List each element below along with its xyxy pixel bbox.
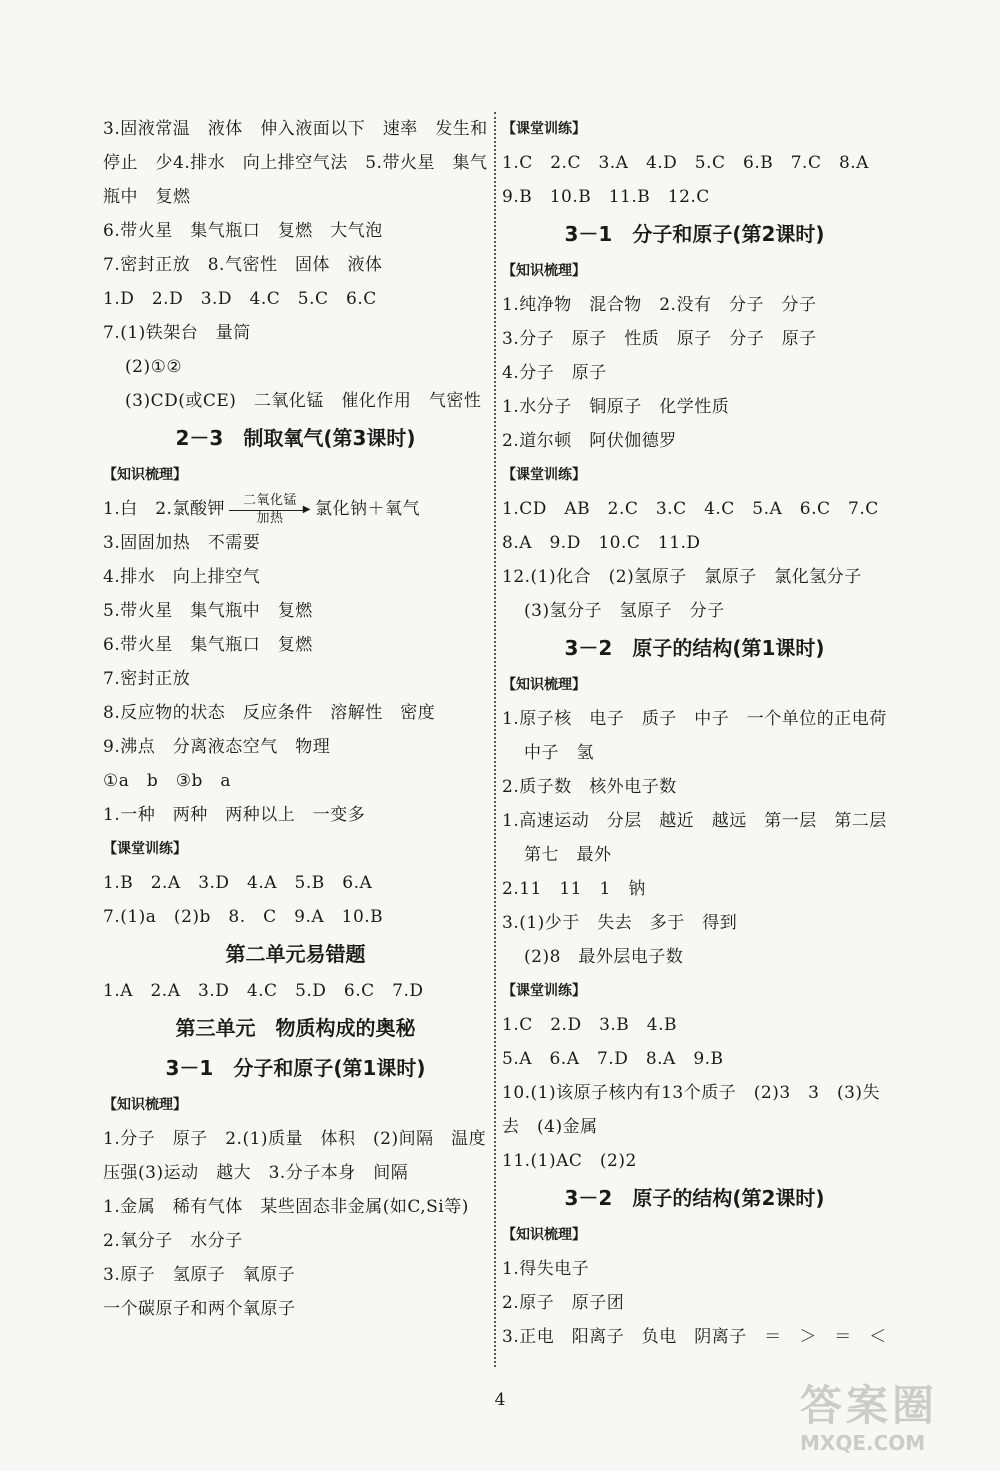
watermark-logo (800, 1381, 980, 1461)
section-label: 【知识梳理】 (502, 677, 586, 693)
section-label: 【知识梳理】 (103, 1097, 187, 1113)
answer-line: 瓶中 复燃 (103, 187, 191, 207)
lesson-heading: 3－2 原子的结构(第1课时) (564, 636, 825, 660)
watermark-title: 答案圈 (800, 1381, 939, 1430)
reaction-condition-top: 二氧化锰 (242, 492, 297, 508)
answer-line: 1.高速运动 分层 越近 越远 第一层 第二层 (502, 811, 887, 831)
answer-line: 一个碳原子和两个氧原子 (103, 1299, 296, 1319)
section-label: 【课堂训练】 (502, 467, 586, 483)
watermark-url: MXQE.COM (800, 1431, 926, 1455)
answer-line: 2.道尔顿 阿伏伽德罗 (502, 431, 677, 451)
answer-line: 7.密封正放 8.气密性 固体 液体 (103, 255, 383, 275)
answer-line: 1.纯净物 混合物 2.没有 分子 分子 (502, 295, 817, 315)
answer-line: 2.质子数 核外电子数 (502, 777, 677, 797)
reaction-condition-bottom: 加热 (256, 510, 284, 526)
answer-line: 2.氧分子 水分子 (103, 1231, 243, 1251)
reaction-line (103, 492, 488, 526)
answer-line: 3.正电 阳离子 负电 阴离子 ＝ ＞ ＝ ＜ (502, 1327, 887, 1347)
answer-line: 中子 氢 (524, 743, 594, 763)
answer-line: 1.B 2.A 3.D 4.A 5.B 6.A (103, 873, 373, 893)
answer-line: 1.D 2.D 3.D 4.C 5.C 6.C (103, 289, 377, 309)
lesson-heading: 3－1 分子和原子(第1课时) (165, 1056, 426, 1080)
answer-line: 去 (4)金属 (502, 1117, 598, 1137)
answer-line: 4.排水 向上排空气 (103, 567, 261, 587)
answer-line: 1.得失电子 (502, 1259, 590, 1279)
answer-line: 4.分子 原子 (502, 363, 607, 383)
answer-line: 12.(1)化合 (2)氢原子 氯原子 氯化氢分子 (502, 567, 862, 587)
answer-line: 3.固固加热 不需要 (103, 533, 261, 553)
answer-line: (3)CD(或CE) 二氧化锰 催化作用 气密性 (125, 391, 482, 411)
right-column (502, 112, 887, 1354)
lesson-heading: 2－3 制取氧气(第3课时) (175, 426, 416, 450)
answer-line: 10.(1)该原子核内有13个质子 (2)3 3 (3)失 (502, 1083, 881, 1103)
answer-line: 停止 少4.排水 向上排空气法 5.带火星 集气 (103, 153, 488, 173)
answer-line: 5.带火星 集气瓶中 复燃 (103, 601, 313, 621)
lesson-heading: 3－1 分子和原子(第2课时) (564, 222, 825, 246)
answer-line: 6.带火星 集气瓶口 复燃 (103, 635, 313, 655)
column-divider (494, 112, 496, 1367)
answer-line: 1.C 2.C 3.A 4.D 5.C 6.B 7.C 8.A (502, 153, 869, 173)
answer-line: 第七 最外 (524, 845, 612, 865)
answer-line: 1.A 2.A 3.D 4.C 5.D 6.C 7.D (103, 981, 424, 1001)
answer-line: ①a b ③b a (103, 771, 232, 791)
answer-line: 8.A 9.D 10.C 11.D (502, 533, 701, 553)
answer-line: 6.带火星 集气瓶口 复燃 大气泡 (103, 221, 383, 241)
answer-line: 压强(3)运动 越大 3.分子本身 间隔 (103, 1163, 409, 1183)
lesson-heading: 3－2 原子的结构(第2课时) (564, 1186, 825, 1210)
unit-heading: 第三单元 物质构成的奥秘 (175, 1016, 416, 1040)
answer-line: 9.B 10.B 11.B 12.C (502, 187, 710, 207)
arrow-head-icon: ▶ (302, 503, 311, 515)
answer-line: 5.A 6.A 7.D 8.A 9.B (502, 1049, 724, 1069)
reaction-products: 氯化钠＋氧气 (314, 499, 420, 519)
answer-line: 3.固液常温 液体 伸入液面以下 速率 发生和 (103, 119, 488, 139)
answer-line: (2)①② (125, 357, 183, 377)
answer-line: 8.反应物的状态 反应条件 溶解性 密度 (103, 703, 436, 723)
answer-line: 7.(1)a (2)b 8. C 9.A 10.B (103, 907, 384, 927)
section-label: 【知识梳理】 (103, 467, 187, 483)
answer-line: (2)8 最外层电子数 (524, 947, 684, 967)
answer-line: 1.金属 稀有气体 某些固态非金属(如C,Si等) (103, 1197, 469, 1217)
answer-line: 3.(1)少于 失去 多于 得到 (502, 913, 738, 933)
reaction-prefix: 1.白 2.氯酸钾 (103, 499, 225, 519)
reaction-arrow (229, 493, 311, 527)
answer-line: 2.11 11 1 钠 (502, 879, 646, 899)
answer-line: 11.(1)AC (2)2 (502, 1151, 637, 1171)
answer-line: 1.水分子 铜原子 化学性质 (502, 397, 730, 417)
left-column (103, 112, 488, 1326)
answer-line: 1.CD AB 2.C 3.C 4.C 5.A 6.C 7.C (502, 499, 879, 519)
section-label: 【知识梳理】 (502, 263, 586, 279)
section-label: 【课堂训练】 (502, 121, 586, 137)
answer-line: 1.原子核 电子 质子 中子 一个单位的正电荷 (502, 709, 887, 729)
section-label: 【课堂训练】 (502, 983, 586, 999)
answer-line: 9.沸点 分离液态空气 物理 (103, 737, 331, 757)
answer-line: 1.一种 两种 两种以上 一变多 (103, 805, 366, 825)
answer-line: 2.原子 原子团 (502, 1293, 625, 1313)
page-number: 4 (494, 1390, 506, 1410)
answer-line: 7.密封正放 (103, 669, 191, 689)
section-label: 【知识梳理】 (502, 1227, 586, 1243)
answer-line: 3.分子 原子 性质 原子 分子 原子 (502, 329, 817, 349)
answer-line: 3.原子 氢原子 氧原子 (103, 1265, 296, 1285)
answer-line: 1.C 2.D 3.B 4.B (502, 1015, 678, 1035)
section-label: 【课堂训练】 (103, 841, 187, 857)
answer-line: (3)氢分子 氢原子 分子 (524, 601, 725, 621)
answer-line: 1.分子 原子 2.(1)质量 体积 (2)间隔 温度 (103, 1129, 487, 1149)
answer-line: 7.(1)铁架台 量筒 (103, 323, 251, 343)
unit-heading: 第二单元易错题 (225, 942, 366, 966)
